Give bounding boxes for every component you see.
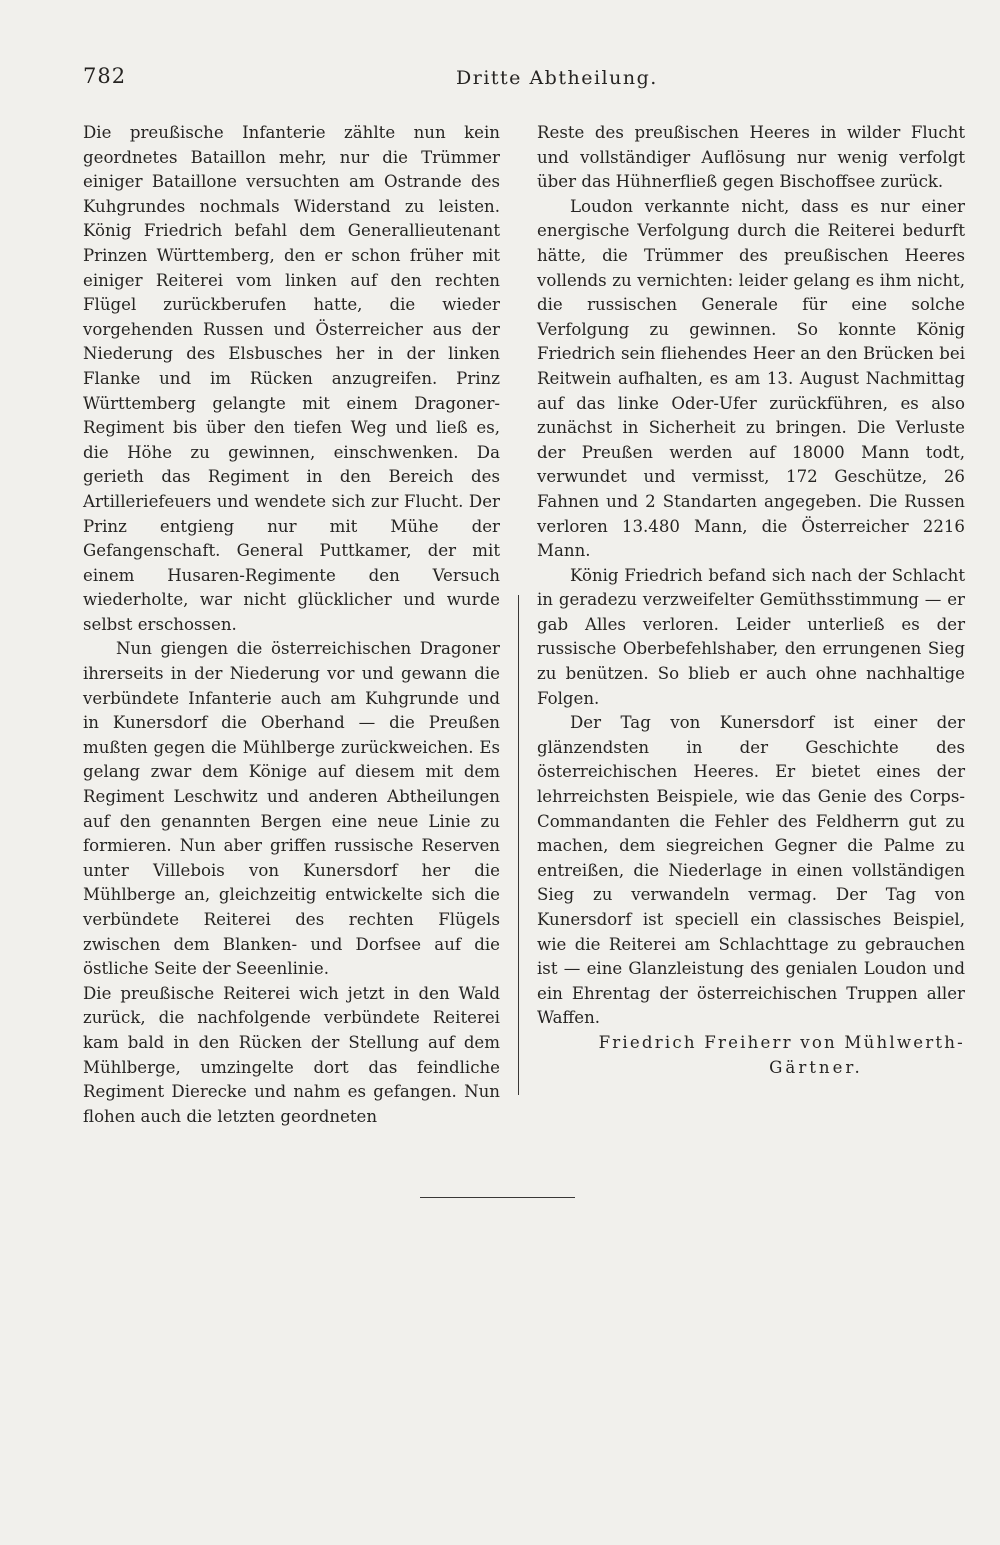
signature-line: Friedrich Freiherr von Mühlwerth- bbox=[598, 1032, 965, 1052]
paragraph: Die preußische Infanterie zählte nun kein geordnetes Bataillon mehr, nur die Trümmer einiger Bataillone versuchten am Ostrande des Kuhgrundes nochmals Widerstand zu leisten. König Friedrich befahl dem Generallieutenant Prinzen Württemberg, den er schon früher mit einiger Reiterei vom linken auf den rechten Flügel zurückberufen hatte, die wieder vorgehenden Russen und Österreicher aus der Niederung des Elsbusches her in der linken Flanke und im Rücken anzugreifen. Prinz Württemberg gelangte mit einem Dragoner-Regiment bis über den tiefen Weg und ließ es, die Höhe zu gewinnen, einschwenken. Da gerieth das Regiment in den Bereich des Artilleriefeuers und wendete sich zur Flucht. Der Prinz entgieng nur mit Mühe der Gefangenschaft. General Puttkamer, der mit einem Husaren-Regimente den Versuch wiederholte, war nicht glücklicher und wurde selbst erschossen. bbox=[83, 123, 500, 634]
signature-line: Gärtner. bbox=[769, 1057, 863, 1077]
left-column bbox=[83, 121, 500, 1129]
paragraph: Die preußische Reiterei wich jetzt in den Wald zurück, die nachfolgende verbündete Reiterei kam bald in den Rücken der Stellung auf dem Mühlberge, umzingelte dort das feindliche Regiment Dierecke und nahm es gefangen. Nun flohen auch die letzten geordneten bbox=[83, 983, 500, 1126]
right-column bbox=[537, 121, 965, 1080]
paragraph: König Friedrich befand sich nach der Schlacht in geradezu verzweifelter Gemüthsstimmung — er gab Alles verloren. Leider unterließ es der russische Oberbefehlshaber, den errungenen Sieg zu benützen. So blieb er auch ohne nachhaltige Folgen. bbox=[537, 565, 965, 708]
paragraph: Loudon verkannte nicht, dass es nur einer energische Verfolgung durch die Reiterei bedurft hätte, die Trümmer des preußischen Heeres vollends zu vernichten: leider gelang es ihm nicht, die russischen Generale für eine solche Verfolgung zu gewinnen. So konnte König Friedrich sein fliehendes Heer an den Brücken bei Reitwein aufhalten, es am 13. August Nachmittag auf das linke Oder-Ufer zurückführen, es also zunächst in Sicherheit zu bringen. Die Verluste der Preußen werden auf 18000 Mann todt, verwundet und vermisst, 172 Geschütze, 26 Fahnen und 2 Standarten angegeben. Die Russen verloren 13.480 Mann, die Österreicher 2216 Mann. bbox=[537, 196, 965, 561]
paragraph: Reste des preußischen Heeres in wilder Flucht und vollständiger Auflösung nur wenig verfolgt über das Hühnerfließ gegen Bischoffsee zurück. bbox=[537, 123, 965, 192]
paragraph: Nun giengen die österreichischen Dragoner ihrerseits in der Niederung vor und gewann die verbündete Infanterie auch am Kuhgrunde und in Kunersdorf die Oberhand — die Preußen mußten gegen die Mühlberge zurückweichen. Es gelang zwar dem Könige auf diesem mit dem Regiment Leschwitz und anderen Abtheilungen auf den genannten Bergen eine neue Linie zu formieren. Nun aber griffen russische Reserven unter Villebois von Kunersdorf her die Mühlberge an, gleichzeitig entwickelte sich die verbündete Reiterei des rechten Flügels zwischen dem Blanken- und Dorfsee auf die östliche Seite der Seeenlinie. bbox=[83, 639, 500, 979]
footnote-rule bbox=[420, 1197, 575, 1198]
column-divider bbox=[518, 595, 519, 1095]
paragraph: Der Tag von Kunersdorf ist einer der glänzendsten in der Geschichte des österreichischen Heeres. Er bietet eines der lehrreichsten Beispiele, wie das Genie des Corps-Commandanten die Fehler des Feldherrn gut zu machen, dem siegreichen Gegner die Palme zu entreißen, die Niederlage in einen vollständigen Sieg zu verwandeln vermag. Der Tag von Kunersdorf ist speciell ein classisches Beispiel, wie die Reiterei am Schlachttage zu gebrauchen ist — eine Glanzleistung des genialen Loudon und ein Ehrentag der österreichischen Truppen aller Waffen. bbox=[537, 713, 965, 1028]
running-head: Dritte Abtheilung. bbox=[456, 67, 658, 89]
author-signature bbox=[537, 1031, 965, 1080]
page-number: 782 bbox=[83, 64, 127, 88]
